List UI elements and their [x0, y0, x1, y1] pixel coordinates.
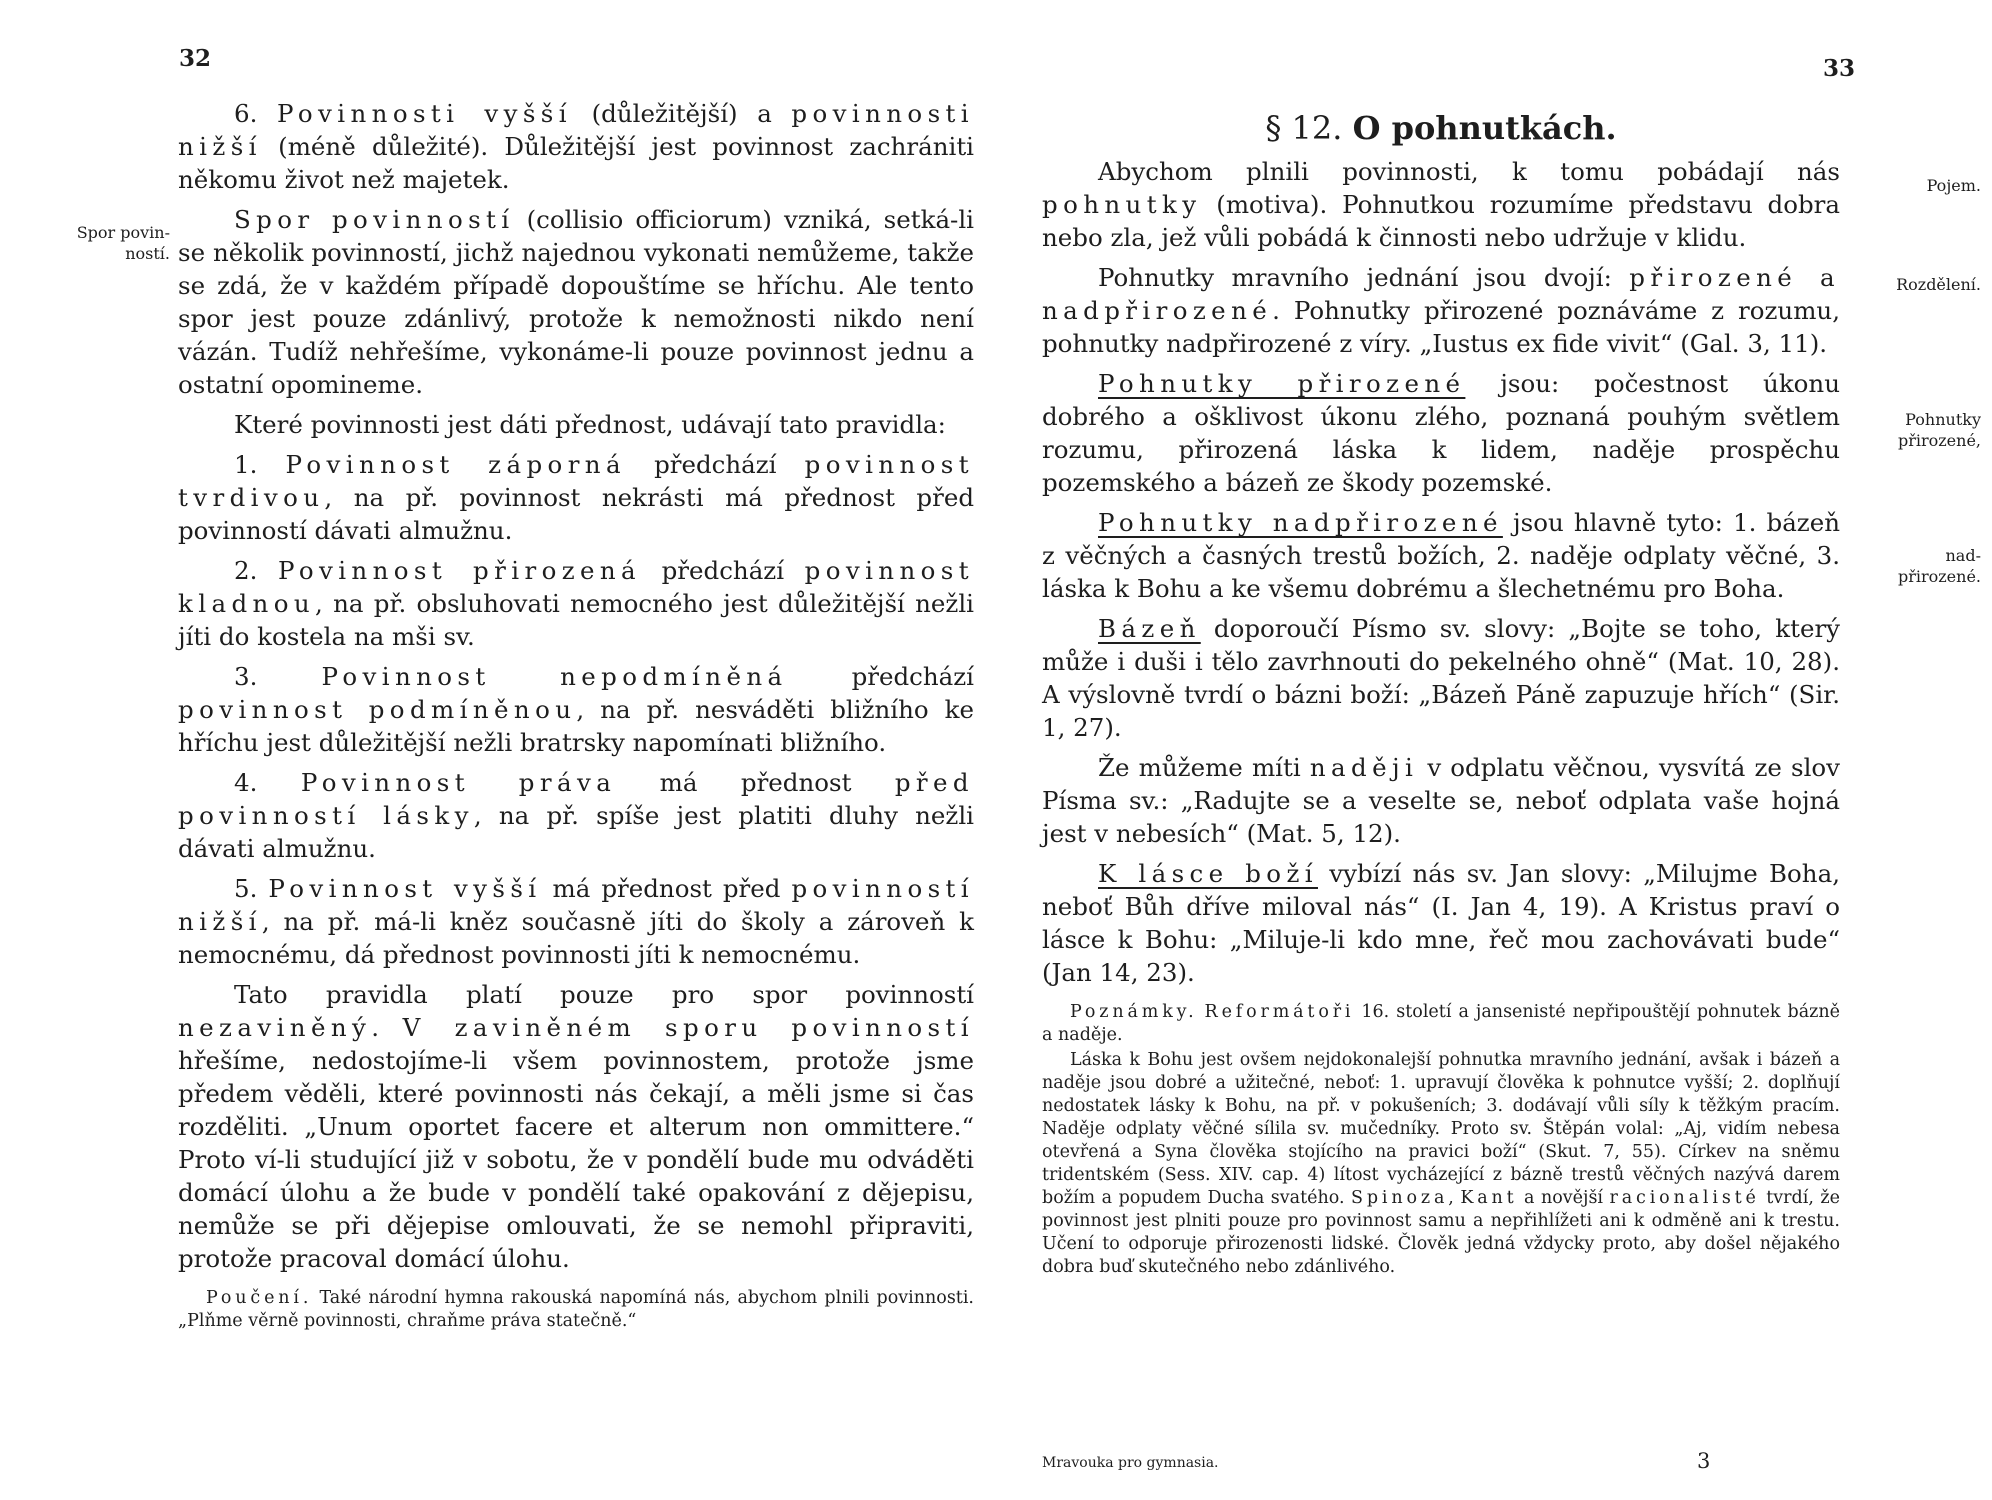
- page-number-left: 32: [179, 45, 212, 72]
- paragraph-rule-3: [178, 660, 974, 759]
- text: Pohnutky mravního jednání jsou dvojí:: [1098, 263, 1630, 292]
- spaced-term: Povinnost nepodmíněná: [321, 662, 788, 691]
- spaced-term: povinnost podmíněnou: [178, 695, 577, 724]
- paragraph-rule-5: [178, 872, 974, 971]
- text: 6.: [234, 99, 258, 128]
- margin-note-rozdeleni: Rozdělení.: [1896, 275, 1981, 294]
- spaced-term: povinnosti nižší: [178, 99, 974, 161]
- paragraph-rules-intro: Které povinnosti jest dáti přednost, udávají tato pravidla:: [234, 410, 946, 439]
- text: předchází: [787, 662, 974, 691]
- spaced-term: V zaviněném sporu povinností: [402, 1013, 974, 1042]
- text: jsou hlavně tyto: 1. bázeň z věčných a časných trestů božích, 2. naděje odplaty věčné, 3. láska k Bohu a ke všemu dobrému a šlechetnému pro Boha.: [1042, 508, 1840, 603]
- left-page: [0, 0, 990, 1500]
- note-pouceni: [178, 1287, 974, 1333]
- section-sign: § 12.: [1265, 109, 1343, 147]
- margin-note-line: přirozené.: [1897, 567, 1981, 586]
- spaced-term: K lásce boží: [1098, 859, 1318, 888]
- spaced-term: Pohnutky nadpřirozené: [1098, 508, 1503, 537]
- spaced-term: naději: [1309, 753, 1419, 782]
- text: (důležitější) a: [572, 99, 792, 128]
- text: v odplatu věčnou, vysvítá ze slov Písma sv.: „Radujte se a veselte se, neboť odplata vaše hojná jest v nebesích“ (Mat. 5, 12).: [1042, 753, 1840, 848]
- footer-signature: 3: [1697, 1449, 1711, 1473]
- section-title: O pohnutkách.: [1352, 109, 1617, 147]
- spaced-term: Reformátoři: [1204, 1002, 1355, 1022]
- margin-note-line: ností.: [125, 244, 170, 263]
- page-footer: [1042, 1449, 1840, 1473]
- text: má přednost před: [541, 874, 792, 903]
- spaced-term: Povinnost přirozená: [277, 556, 642, 585]
- spaced-term: Povinnost záporná: [285, 450, 626, 479]
- paragraph-nadprirozene: [1042, 506, 1840, 605]
- margin-note-line: Pohnutky: [1905, 410, 1981, 429]
- text: 1.: [234, 450, 258, 479]
- note-laska-k-bohu: [1042, 1049, 1840, 1279]
- paragraph-pojem: [1042, 155, 1840, 254]
- text: vybízí nás sv. Jan slovy: „Milujme Boha, neboť Bůh dříve miloval nás“ (I. Jan 4, 19). A Kristus praví o lásce k Bohu: „Miluje-li kdo mne, řeč mou zachovávati bude“ (Jan 14, 23).: [1042, 859, 1840, 987]
- text: , na př. má-li kněz současně jíti do školy a zároveň k nemocnému, dá přednost povinnosti jíti k nemocnému.: [178, 907, 974, 969]
- text: 16. století a jansenisté nepřipouštějí pohnutek bázně a naděje.: [1042, 1002, 1840, 1045]
- spaced-term: Pohnutky přirozené: [1098, 369, 1466, 398]
- spaced-term: Povinnost práva: [300, 768, 617, 797]
- spaced-term: Poučení.: [206, 1288, 313, 1308]
- text: 3.: [234, 662, 258, 691]
- paragraph-bazen: [1042, 612, 1840, 744]
- paragraph-nadeje: [1042, 751, 1840, 850]
- margin-note-line: přirozené,: [1897, 431, 1981, 450]
- text: Abychom plnili povinnosti, k tomu pobádají nás: [1098, 157, 1840, 186]
- paragraph-rule-2: [178, 554, 974, 653]
- right-text-column: [1042, 108, 1840, 1281]
- paragraph-item-6: [178, 97, 974, 196]
- spaced-term: racionalisté: [1609, 1188, 1760, 1208]
- text: .: [371, 1013, 403, 1042]
- spaced-term: Povinnost vyšší: [268, 874, 542, 903]
- spaced-term: povinnost kladnou: [178, 556, 974, 618]
- paragraph-rule-1: [178, 448, 974, 547]
- text: má přednost: [616, 768, 895, 797]
- text: . Pohnutky přirozené poznáváme z rozumu, pohnutky nadpřirozené z víry. „Iustus ex fide vivit“ (Gal. 3, 11).: [1042, 296, 1840, 358]
- text: 2.: [234, 556, 258, 585]
- spaced-term: povinnost tvrdivou: [178, 450, 974, 512]
- paragraph-closing: [178, 978, 974, 1275]
- spaced-term: před povinností lásky: [178, 768, 974, 830]
- spaced-term: Bázeň: [1098, 614, 1201, 643]
- spaced-term: Spor povinností: [234, 205, 515, 234]
- spaced-term: nezaviněný: [178, 1013, 372, 1042]
- spaced-term: Poznámky.: [1070, 1002, 1198, 1022]
- right-page: [1000, 0, 1992, 1500]
- page-number-right: 33: [1823, 55, 1856, 82]
- spaced-term: povinností nižší: [178, 874, 975, 936]
- text: Že můžeme míti: [1098, 753, 1310, 782]
- paragraph-laska: [1042, 857, 1840, 989]
- text: (collisio officiorum) vzniká, setká-li se několik povinností, jichž najednou vykonati nemůžeme, takže se zdá, že v každém případě dopouštíme se hříchu. Ale tento spor jest pouze zdánlivý, protože k nemožnosti nikdo není vázán. Tudíž nehřešíme, vykonáme-li pouze povinnost jednu a ostatní opomineme.: [178, 205, 974, 399]
- text: doporoučí Písmo sv. slovy: „Bojte se toho, který může i duši i tělo zavrhnouti do pekelného ohně“ (Mat. 10, 28). A výslovně tvrdí o bázni boží: „Bázeň Páně zapuzuje hřích“ (Sir. 1, 27).: [1042, 614, 1840, 742]
- note-poznamky: [1042, 1001, 1840, 1047]
- spaced-term: přirozené a nadpřirozené: [1042, 263, 1840, 325]
- text: 4.: [234, 768, 258, 797]
- margin-note-spor: [36, 222, 170, 264]
- text: , na př. spíše jest platiti dluhy nežli dávati almužnu.: [178, 801, 975, 863]
- text: , na př. obsluhovati nemocného jest důležitější nežli jíti do kostela na mši sv.: [178, 589, 974, 651]
- margin-note-pojem: Pojem.: [1926, 176, 1981, 195]
- paragraph-spor: [178, 203, 974, 401]
- section-heading: [1042, 108, 1840, 148]
- spaced-term: Spinoza: [1351, 1188, 1449, 1208]
- text: (méně důležité). Důležitější jest povinnost zachrániti někomu život než majetek.: [178, 132, 974, 194]
- text: předchází: [641, 556, 805, 585]
- margin-note-line: Spor povin-: [76, 223, 170, 242]
- text: ,: [1448, 1188, 1461, 1208]
- text: (motiva). Pohnutkou rozumíme představu dobra nebo zla, jež vůli pobádá k činnosti nebo udržuje v klidu.: [1042, 190, 1840, 252]
- text: hřešíme, nedostojíme-li všem povinnostem, protože jsme předem věděli, které povinnosti nás čekají, a měli jsme si čas rozděliti. „Unum oportet facere et alterum non ommittere.“ Proto ví-li studující již v sobotu, že v pondělí bude mu odváděti domácí úlohu a že bude v pondělí také opakování z dějepisu, nemůže se při dějepise omlouvati, že se nemohl připraviti, protože pracoval domácí úlohu.: [178, 1046, 974, 1273]
- paragraph-rozdeleni: [1042, 261, 1840, 360]
- text: předchází: [625, 450, 805, 479]
- text: Také národní hymna rakouská napomíná nás, abychom plnili povinnosti. „Plňme věrně povinnosti, chraňme práva statečně.“: [178, 1288, 974, 1331]
- text: tvrdí, že povinnost jest plniti pouze pro povinnost samu a nepřihlížeti ani k odměně ani k trestu. Učení to odporuje přirozenosti lidské. Člověk jedná vždycky proto, aby došel nějakého dobra buď skutečného nebo zdánlivého.: [1042, 1188, 1840, 1277]
- text: [1198, 1002, 1205, 1022]
- spaced-term: pohnutky: [1042, 190, 1202, 219]
- footer-label: Mravouka pro gymnasia.: [1042, 1455, 1219, 1471]
- text: 5.: [234, 874, 258, 903]
- left-text-column: [178, 97, 974, 1335]
- margin-note-line: nad-: [1945, 546, 1981, 565]
- text: a novější: [1517, 1188, 1610, 1208]
- text: jsou: počestnost úkonu dobrého a ošklivost úkonu zlého, poznaná pouhým světlem rozumu, přirozená láska k lidem, naděje prospěchu pozemského a bázeň ze škody pozemské.: [1042, 369, 1840, 497]
- paragraph-prirozene: [1042, 367, 1840, 499]
- text: , na př. nesváděti bližního ke hříchu jest důležitější nežli bratrsky napomínati bližního.: [178, 695, 974, 757]
- spaced-term: Kant: [1460, 1188, 1518, 1208]
- text: Láska k Bohu jest ovšem nejdokonalejší pohnutka mravního jednání, avšak i bázeň a naděje jsou dobré a užitečné, neboť: 1. upravují člověka k pohnutce vyšší; 2. doplňují nedostatek lásky k Bohu, na př. v pokušeních; 3. dodávají vůli síly k těžkým pracím. Naděje odplaty věčné sílila sv. mučedníky. Proto sv. Štěpán volal: „Aj, vidím nebesa otevřená a Syna člověka stojícího na pravici boží“ (Skut. 7, 55). Církev na sněmu tridentském (Sess. XIV. cap. 4) lítost vycházející z bázně trestů věčných nazývá darem božím a popudem Ducha svatého.: [1042, 1050, 1840, 1208]
- paragraph-rule-4: [178, 766, 974, 865]
- spaced-term: Povinnosti vyšší: [277, 99, 572, 128]
- text: Tato pravidla platí pouze pro spor povinností: [234, 980, 974, 1009]
- margin-note-nadprirozene: [1845, 545, 1981, 587]
- text: , na př. povinnost nekrásti má přednost před povinností dávati almužnu.: [178, 483, 974, 545]
- margin-note-prirozene: [1845, 409, 1981, 451]
